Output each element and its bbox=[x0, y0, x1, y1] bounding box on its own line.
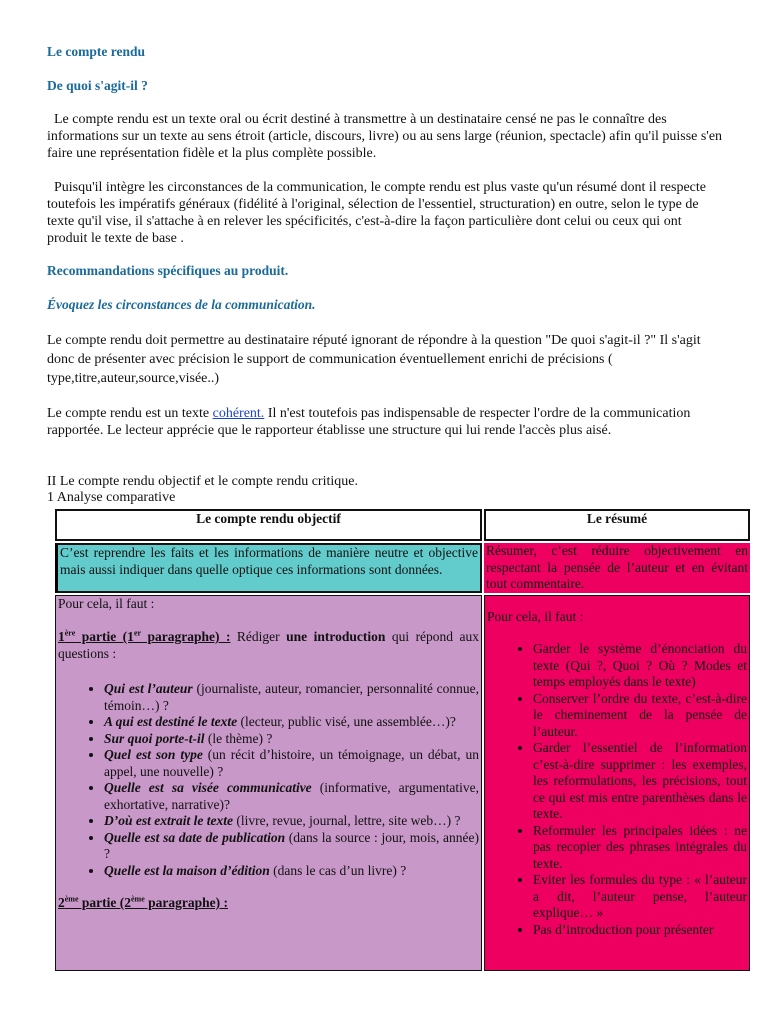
left-question-item: • Quelle est sa date de publication (dans la source : jour, mois, année) ? bbox=[104, 830, 479, 863]
left-intro-cell: C’est reprendre les faits et les informations de manière neutre et objective mais aussi indiquer dans quelle optique ces informations sont données. bbox=[55, 543, 482, 593]
left-question-item: • Qui est l’auteur (journaliste, auteur, romancier, personnalité connue, témoin…) ? bbox=[104, 681, 479, 714]
heading-de-quoi: De quoi s'agit-il ? bbox=[47, 78, 148, 93]
left-question-item: • Quelle est sa visée communicative (informative, argumentative, exhortative, narrative)? bbox=[104, 780, 479, 813]
left-pour-cela: Pour cela, il faut : bbox=[58, 595, 155, 611]
coherent-link[interactable]: cohérent. bbox=[212, 406, 265, 421]
title-compte-rendu: Le compte rendu bbox=[47, 44, 145, 59]
left-content-cell bbox=[55, 595, 482, 971]
comparison-table bbox=[53, 507, 752, 973]
paragraph-definition: Le compte rendu est un texte oral ou écrit destiné à transmettre à un destinataire censé ne pas le connaître des informations sur un texte au sens étroit (article, discours, livre) ou au sens large (réunion, spectacle) afin qu'il puisse s'en faire une représentation fidèle et la plus complète possible. bbox=[47, 112, 726, 161]
left-question-item: • Sur quoi porte-t-il (le thème) ? bbox=[104, 731, 479, 748]
table-intro-row bbox=[55, 543, 750, 593]
heading-recommandations: Recommandations spécifiques au produit. bbox=[47, 263, 289, 278]
left-question-item: • A qui est destiné le texte (lecteur, public visé, une assemblée…)? bbox=[104, 714, 479, 731]
right-rule-list bbox=[487, 641, 747, 938]
right-rule-item: • Eviter les formules du type : « l’auteur a dit, l’auteur pense, l’auteur explique… » bbox=[533, 872, 747, 922]
left-part2-line: 2ème partie (2ème paragraphe) : bbox=[58, 894, 229, 910]
section-1-heading: 1 Analyse comparative bbox=[47, 490, 176, 505]
right-rule-item: • Pas d’introduction pour présenter bbox=[533, 922, 747, 939]
header-resume: Le résumé bbox=[484, 509, 750, 541]
left-question-item: • Quelle est la maison d’édition (dans le cas d’un livre) ? bbox=[104, 863, 479, 880]
right-intro-cell: Résumer, c’est réduire objectivement en respectant la pensée de l’auteur et en évitant tout commentaire. bbox=[486, 543, 748, 591]
left-question-item: • Quel est son type (un récit d’histoire, un témoignage, un débat, un appel, une nouvelle) ? bbox=[104, 747, 479, 780]
heading-evoquez: Évoquez les circonstances de la communication. bbox=[47, 297, 316, 312]
paragraph-coherent: Le compte rendu est un texte cohérent. Il n'est toutefois pas indispensable de respecter l'ordre de la communication rapportée. Le lecteur apprécie que le rapporteur établisse une structure qui lui rende l'accès plus aisé. bbox=[47, 406, 691, 438]
paragraph-circonstances: Puisqu'il intègre les circonstances de la communication, le compte rendu est plus vaste qu'un résumé dont il respecte toutefois les impératifs généraux (fidélité à l'original, sélection de l'essentiel, structuration) en outre, selon le type de texte qu'il vise, il s'attache à en relever les spécificités, c'est-à-dire la façon particulière dont celui ou ceux qui ont produit le texte de base . bbox=[47, 180, 710, 246]
right-rule-item: • Conserver l’ordre du texte, c’est-à-dire le cheminement de la pensée de l’auteur. bbox=[533, 691, 747, 741]
right-content-cell bbox=[484, 595, 750, 971]
left-question-list bbox=[58, 681, 479, 879]
header-compte-rendu-objectif: Le compte rendu objectif bbox=[55, 509, 482, 541]
table-content-row bbox=[55, 595, 750, 971]
right-rule-item: • Reformuler les principales idées : ne pas recopier des phrases intégrales du texte. bbox=[533, 823, 747, 873]
paragraph-destinataire: Le compte rendu doit permettre au destinataire réputé ignorant de répondre à la question "De quoi s'agit-il ?" Il s'agit donc de présenter avec précision le support de communication éventuellement enrichi de précisions ( type,titre,auteur,source,visée..) bbox=[47, 333, 701, 386]
left-part1-line: 1ère partie (1er paragraphe) : Rédiger une introduction qui répond aux questions : bbox=[58, 628, 480, 661]
left-question-item: • D’où est extrait le texte (livre, revue, journal, lettre, site web…) ? bbox=[104, 813, 479, 830]
section-ii-heading: II Le compte rendu objectif et le compte rendu critique. bbox=[47, 474, 358, 489]
right-rule-item: • Garder l’essentiel de l’information c’est-à-dire supprimer : les exemples, les reformulations, les précisions, tout ce qui est mis entre parenthèses dans le texte. bbox=[533, 740, 747, 823]
right-rule-item: • Garder le système d’énonciation du texte (Qui ?, Quoi ? Où ? Modes et temps employés dans le texte) bbox=[533, 641, 747, 691]
right-pour-cela: Pour cela, il faut : bbox=[487, 608, 584, 624]
table-header-row bbox=[55, 509, 750, 541]
